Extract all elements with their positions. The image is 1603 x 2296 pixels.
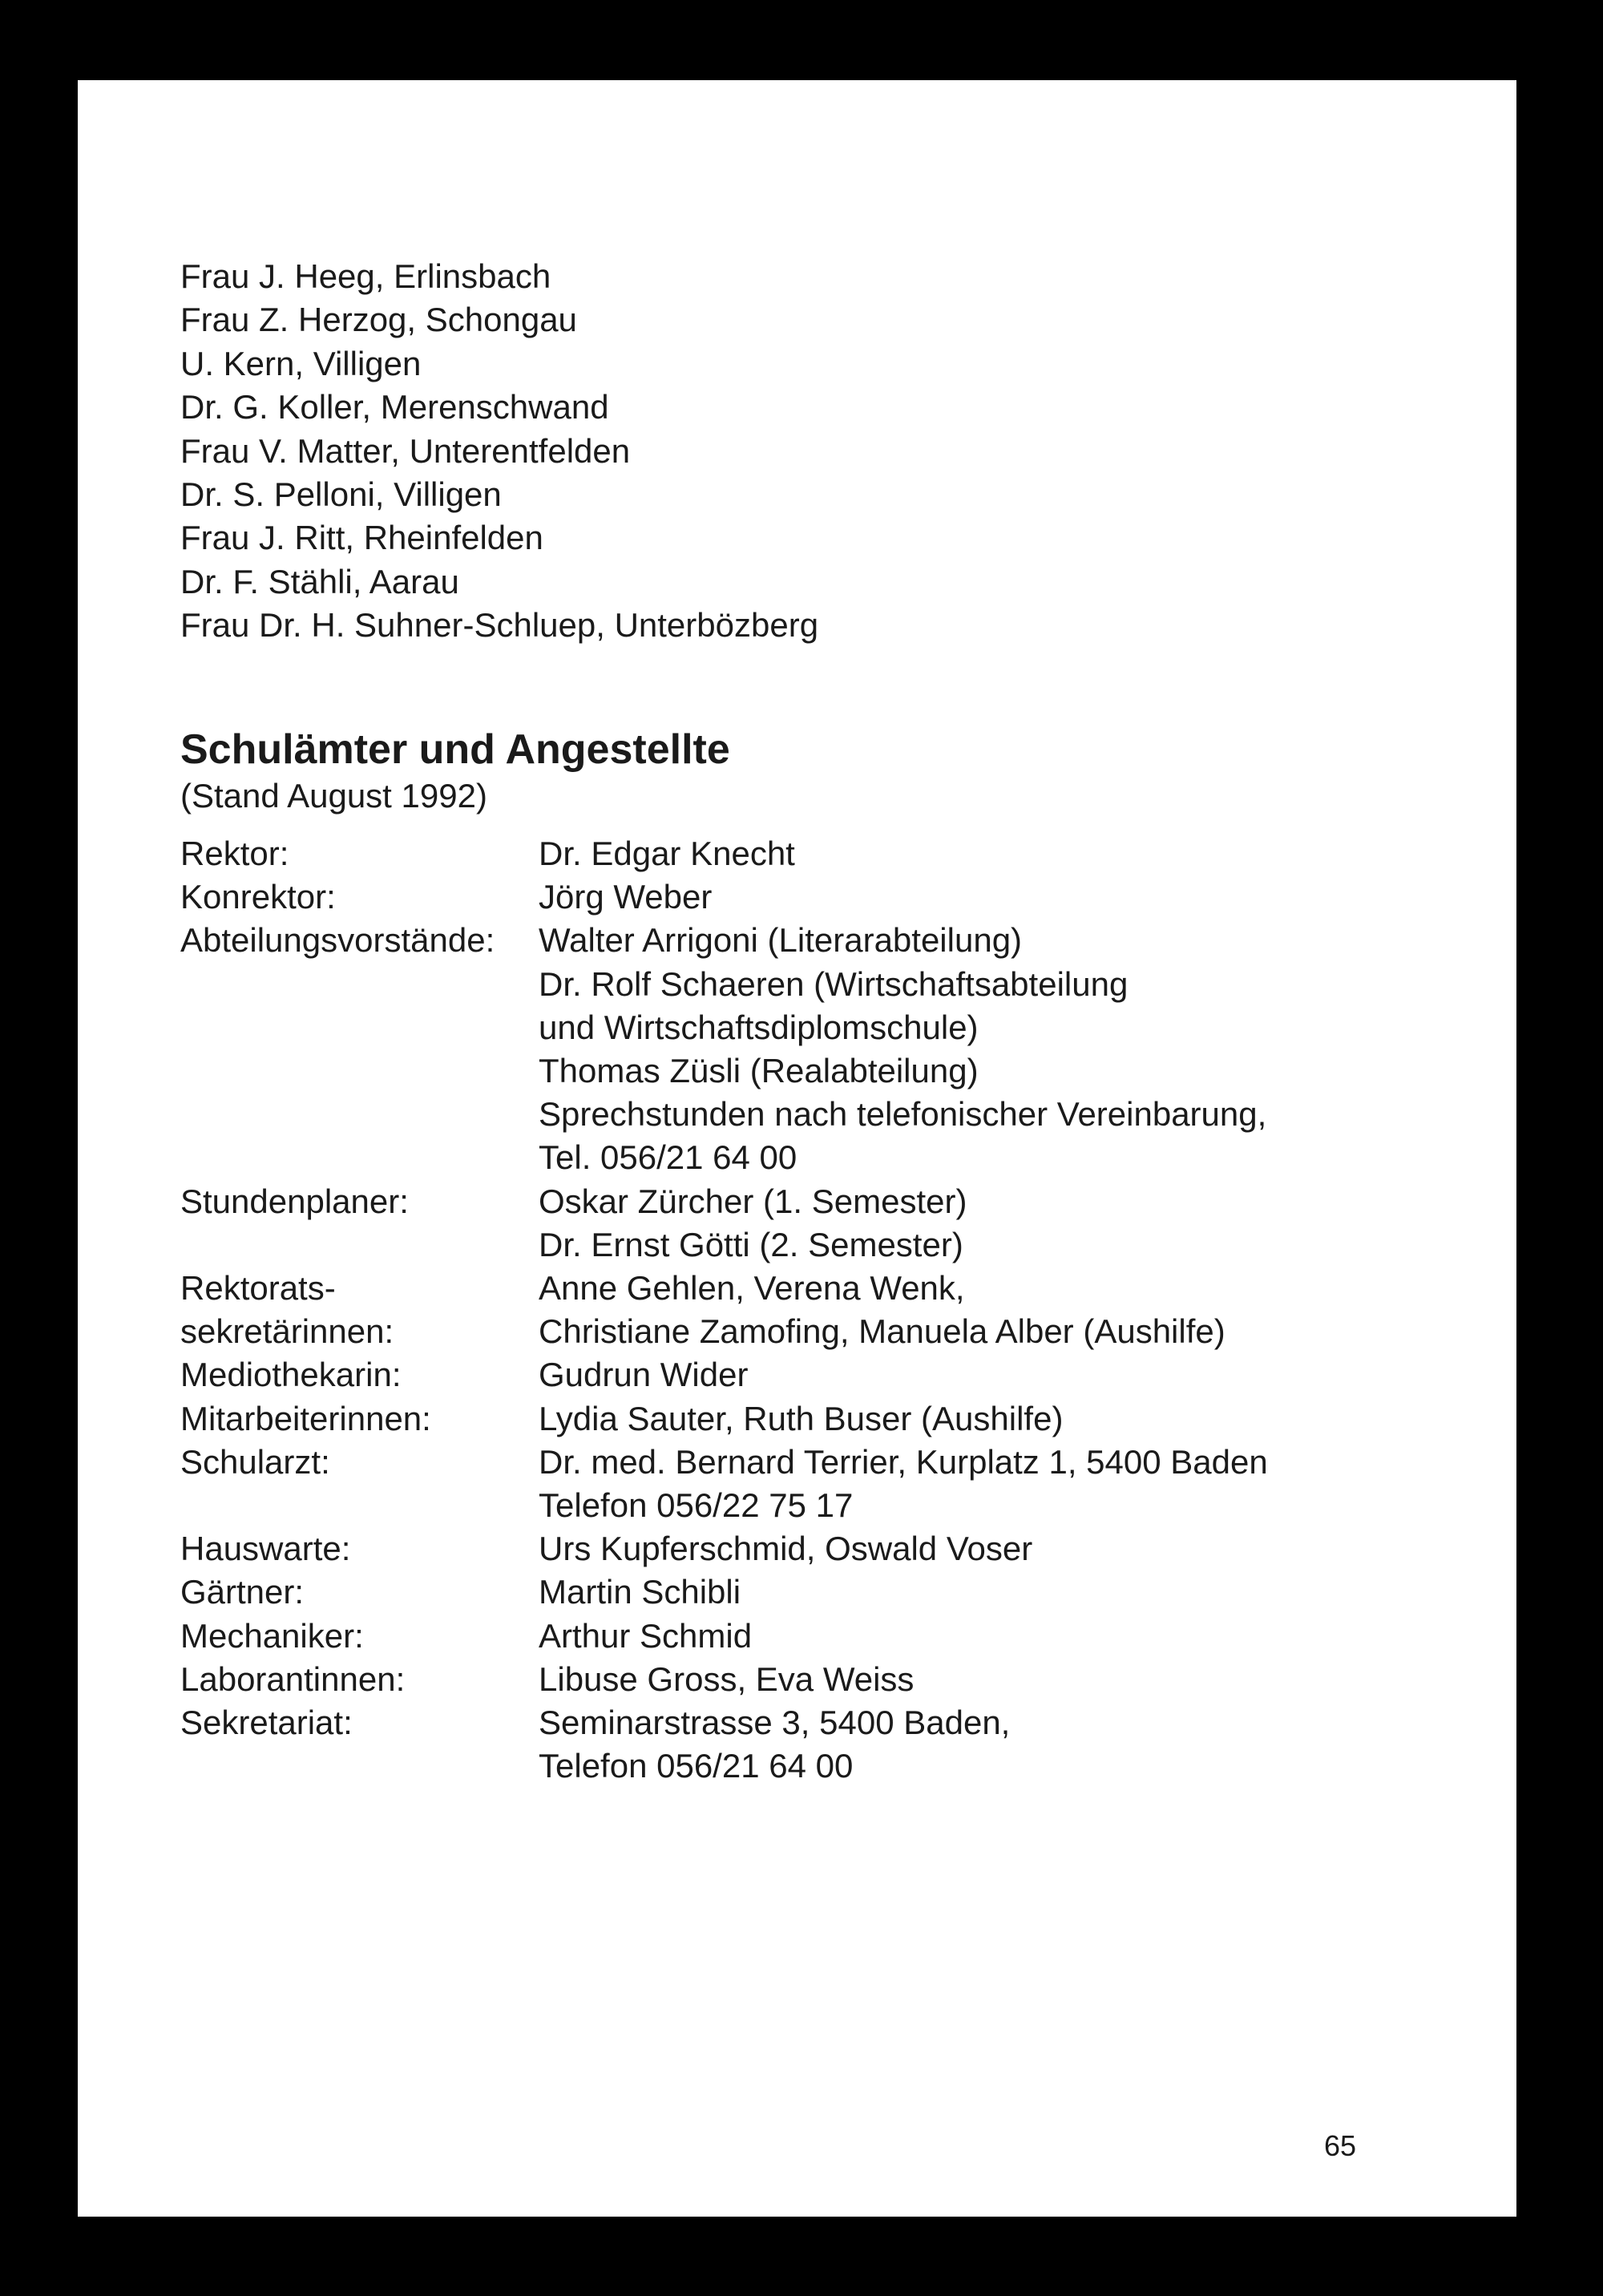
role-holder: Martin Schibli xyxy=(539,1573,741,1611)
section-title: Schulämter und Angestellte xyxy=(180,726,730,773)
role-holder: Libuse Gross, Eva Weiss xyxy=(539,1659,915,1698)
list-item: Frau Dr. H. Suhner-Schluep, Unterbözberg xyxy=(180,606,819,645)
role-label: Mitarbeiterinnen: xyxy=(180,1399,431,1437)
document-page xyxy=(78,80,1516,2217)
table-row xyxy=(180,1701,1268,1788)
table-row xyxy=(180,1397,1268,1441)
role-label: Mediothekarin: xyxy=(180,1356,402,1394)
section-subtitle: (Stand August 1992) xyxy=(180,777,487,815)
role-holder: Urs Kupferschmid, Oswald Voser xyxy=(539,1530,1033,1568)
role-holder: Seminarstrasse 3, 5400 Baden, Telefon 056/21 64 00 xyxy=(539,1704,1011,1785)
role-holder: Dr. Edgar Knecht xyxy=(539,835,795,872)
list-item: U. Kern, Villigen xyxy=(180,344,422,382)
role-label: Schularzt: xyxy=(180,1442,330,1481)
role-label: Rektor: xyxy=(180,835,289,872)
role-holder: Walter Arrigoni (Literarabteilung) Dr. Rolf Schaeren (Wirtschaftsabteilung und Wirtschaftsdiplomschule) Thomas Züsli (Realabteilung) Sprechstunden nach telefonischer Vereinbarung, Tel. 056/21 64 00 xyxy=(539,921,1267,1177)
list-item: Dr. G. Koller, Merenschwand xyxy=(180,388,609,426)
role-holder: Anne Gehlen, Verena Wenk, Christiane Zamofing, Manuela Alber (Aushilfe) xyxy=(539,1269,1225,1351)
role-label: Laborantinnen: xyxy=(180,1659,406,1698)
list-item: Frau J. Heeg, Erlinsbach xyxy=(180,257,551,295)
role-label: Rektorats- sekretärinnen: xyxy=(180,1269,394,1351)
role-label: Hauswarte: xyxy=(180,1530,351,1568)
role-label: Sekretariat: xyxy=(180,1704,353,1742)
table-row xyxy=(180,875,1268,919)
table-row xyxy=(180,1658,1268,1701)
table-row xyxy=(180,919,1268,1179)
role-label: Konrektor: xyxy=(180,878,336,916)
role-holder: Lydia Sauter, Ruth Buser (Aushilfe) xyxy=(539,1399,1064,1437)
list-item: Dr. F. Stähli, Aarau xyxy=(180,562,459,600)
page-number: 65 xyxy=(1324,2129,1357,2162)
table-row xyxy=(180,1180,1268,1267)
role-holder: Gudrun Wider xyxy=(539,1356,749,1394)
table-row xyxy=(180,1441,1268,1527)
role-label: Gärtner: xyxy=(180,1573,305,1611)
role-holder: Jörg Weber xyxy=(539,878,713,916)
list-item: Frau V. Matter, Unterentfelden xyxy=(180,431,631,470)
table-row xyxy=(180,1527,1268,1570)
role-label: Stundenplaner: xyxy=(180,1182,409,1220)
table-row xyxy=(180,1570,1268,1614)
staff-table xyxy=(180,832,1268,1788)
role-holder: Oskar Zürcher (1. Semester) Dr. Ernst Götti (2. Semester) xyxy=(539,1182,967,1263)
list-item: Frau Z. Herzog, Schongau xyxy=(180,301,577,339)
role-holder: Dr. med. Bernard Terrier, Kurplatz 1, 5400 Baden Telefon 056/22 75 17 xyxy=(539,1442,1268,1525)
role-label: Abteilungsvorstände: xyxy=(180,921,495,960)
table-row xyxy=(180,1353,1268,1397)
member-list xyxy=(180,255,818,648)
table-row xyxy=(180,1615,1268,1658)
table-row xyxy=(180,832,1268,875)
role-holder: Arthur Schmid xyxy=(539,1616,753,1655)
table-row xyxy=(180,1267,1268,1353)
list-item: Dr. S. Pelloni, Villigen xyxy=(180,475,502,514)
role-label: Mechaniker: xyxy=(180,1616,364,1655)
list-item: Frau J. Ritt, Rheinfelden xyxy=(180,519,543,557)
